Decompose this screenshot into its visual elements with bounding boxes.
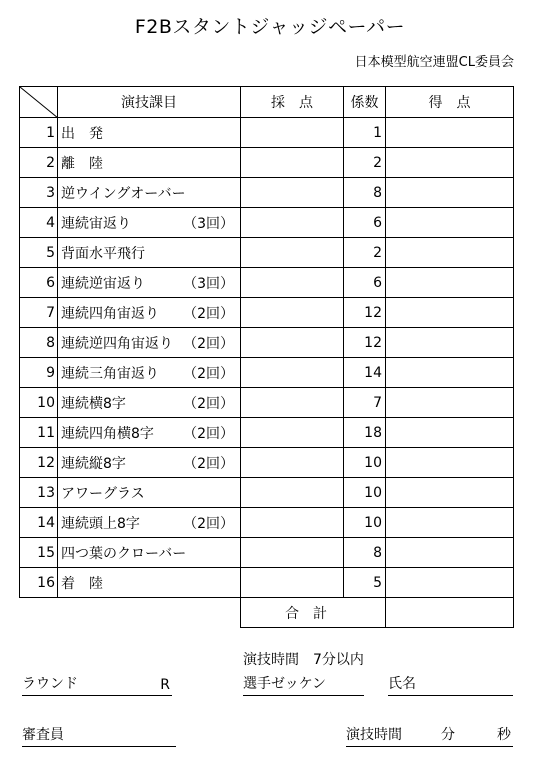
table-row [20,388,514,418]
table-row [20,448,514,478]
row-number: 7 [20,298,58,328]
result-input-cell[interactable] [386,328,514,358]
row-number: 3 [20,178,58,208]
row-number: 11 [20,418,58,448]
score-input-cell[interactable] [241,538,344,568]
maneuver-name: 連続頭上8字 [61,515,140,532]
result-input-cell[interactable] [386,508,514,538]
score-input-cell[interactable] [241,478,344,508]
coefficient: 10 [344,478,386,508]
organization-name: 日本模型航空連盟CL委員会 [354,55,514,70]
maneuver-name: 連続四角横8字 [61,425,154,442]
row-number: 6 [20,268,58,298]
row-number: 2 [20,148,58,178]
score-input-cell[interactable] [241,448,344,478]
result-input-cell[interactable] [386,178,514,208]
maneuver-name: 着 陸 [61,575,103,592]
table-row [20,178,514,208]
round-field[interactable] [22,675,172,696]
maneuver-name: 背面水平飛行 [61,245,145,262]
maneuver-name-cell [58,418,241,448]
maneuver-name: 離 陸 [61,155,103,172]
result-input-cell[interactable] [386,208,514,238]
corner-cell [20,87,58,118]
coefficient: 10 [344,448,386,478]
score-input-cell[interactable] [241,358,344,388]
table-header-row [20,87,514,118]
maneuver-name-cell [58,148,241,178]
table-row [20,568,514,598]
seconds-label: 秒 [497,727,511,743]
maneuver-name-cell [58,178,241,208]
total-input-cell[interactable] [386,598,514,628]
bib-label: 選手ゼッケン [243,676,327,692]
time-field[interactable] [346,726,513,747]
bib-field[interactable] [243,675,364,696]
maneuver-name: 連続四角宙返り [61,305,159,322]
result-input-cell[interactable] [386,388,514,418]
time-limit-note: 演技時間 7分以内 [243,652,364,668]
coefficient: 6 [344,268,386,298]
score-input-cell[interactable] [241,508,344,538]
name-label: 氏名 [388,676,416,692]
maneuver-name: アワーグラス [61,485,145,502]
coefficient: 8 [344,538,386,568]
table-row [20,358,514,388]
coefficient: 8 [344,178,386,208]
maneuver-name: 出 発 [61,125,103,142]
maneuver-name-cell [58,118,241,148]
maneuver-name-cell [58,568,241,598]
coefficient: 7 [344,388,386,418]
maneuver-name-cell [58,238,241,268]
column-header-item: 演技課目 [58,87,241,118]
row-number: 5 [20,238,58,268]
coefficient: 12 [344,328,386,358]
score-input-cell[interactable] [241,118,344,148]
coefficient: 2 [344,238,386,268]
maneuver-name: 連続縦8字 [61,455,126,472]
maneuver-name-cell [58,268,241,298]
table-row [20,208,514,238]
result-input-cell[interactable] [386,448,514,478]
result-input-cell[interactable] [386,538,514,568]
maneuver-name: 連続三角宙返り [61,365,159,382]
row-number: 13 [20,478,58,508]
maneuver-name-cell [58,538,241,568]
result-input-cell[interactable] [386,268,514,298]
score-input-cell[interactable] [241,148,344,178]
table-row [20,118,514,148]
maneuver-name: 連続逆宙返り [61,275,145,292]
total-label: 合計 [241,598,386,628]
table-row [20,298,514,328]
score-input-cell[interactable] [241,208,344,238]
score-input-cell[interactable] [241,328,344,358]
maneuver-name-cell [58,358,241,388]
name-field[interactable] [388,675,513,696]
result-input-cell[interactable] [386,568,514,598]
maneuver-name-cell [58,478,241,508]
maneuver-name-cell [58,448,241,478]
maneuver-name: 逆ウイングオーバー [61,185,186,202]
row-number: 12 [20,448,58,478]
coefficient: 5 [344,568,386,598]
diagonal-line [20,87,58,118]
column-header-result: 得 点 [386,87,514,118]
column-header-coef: 係数 [344,87,386,118]
table-row [20,238,514,268]
row-number: 10 [20,388,58,418]
judge-score-table [19,86,514,628]
row-number: 8 [20,328,58,358]
judge-label: 審査員 [22,727,64,743]
score-input-cell[interactable] [241,388,344,418]
maneuver-name: 連続宙返り [61,215,131,232]
total-row [20,598,514,628]
result-input-cell[interactable] [386,478,514,508]
maneuver-count: （2回） [183,425,234,442]
coefficient: 1 [344,118,386,148]
column-header-score: 採 点 [241,87,344,118]
result-input-cell[interactable] [386,118,514,148]
maneuver-name-cell [58,298,241,328]
maneuver-count: （2回） [183,455,234,472]
coefficient: 10 [344,508,386,538]
maneuver-count: （3回） [183,275,234,292]
maneuver-count: （3回） [183,215,234,232]
result-input-cell[interactable] [386,358,514,388]
minutes-label: 分 [441,727,455,743]
page-title: F2Bスタントジャッジペーパー [134,16,406,38]
score-input-cell[interactable] [241,568,344,598]
judge-field[interactable] [22,726,176,747]
row-number: 16 [20,568,58,598]
coefficient: 14 [344,358,386,388]
round-label: ラウンド [22,676,78,692]
maneuver-name-cell [58,508,241,538]
coefficient: 18 [344,418,386,448]
score-input-cell[interactable] [241,298,344,328]
row-number: 1 [20,118,58,148]
maneuver-name-cell [58,328,241,358]
table-row [20,148,514,178]
coefficient: 6 [344,208,386,238]
result-input-cell[interactable] [386,298,514,328]
result-input-cell[interactable] [386,148,514,178]
maneuver-count: （2回） [183,305,234,322]
maneuver-name-cell [58,388,241,418]
score-input-cell[interactable] [241,178,344,208]
coefficient: 2 [344,148,386,178]
row-number: 9 [20,358,58,388]
table-row [20,478,514,508]
coefficient: 12 [344,298,386,328]
result-input-cell[interactable] [386,418,514,448]
table-row [20,508,514,538]
score-input-cell[interactable] [241,268,344,298]
row-number: 14 [20,508,58,538]
score-input-cell[interactable] [241,238,344,268]
result-input-cell[interactable] [386,238,514,268]
maneuver-count: （2回） [183,365,234,382]
round-suffix: R [160,677,170,693]
table-row [20,538,514,568]
maneuver-count: （2回） [183,335,234,352]
table-row [20,328,514,358]
maneuver-count: （2回） [183,395,234,412]
maneuver-name: 連続逆四角宙返り [61,335,173,352]
row-number: 4 [20,208,58,238]
score-input-cell[interactable] [241,418,344,448]
table-row [20,268,514,298]
maneuver-name: 四つ葉のクローバー [61,545,187,562]
maneuver-count: （2回） [183,515,234,532]
maneuver-name: 連続横8字 [61,395,126,412]
time-label: 演技時間 [346,727,402,743]
row-number: 15 [20,538,58,568]
table-row [20,418,514,448]
maneuver-name-cell [58,208,241,238]
